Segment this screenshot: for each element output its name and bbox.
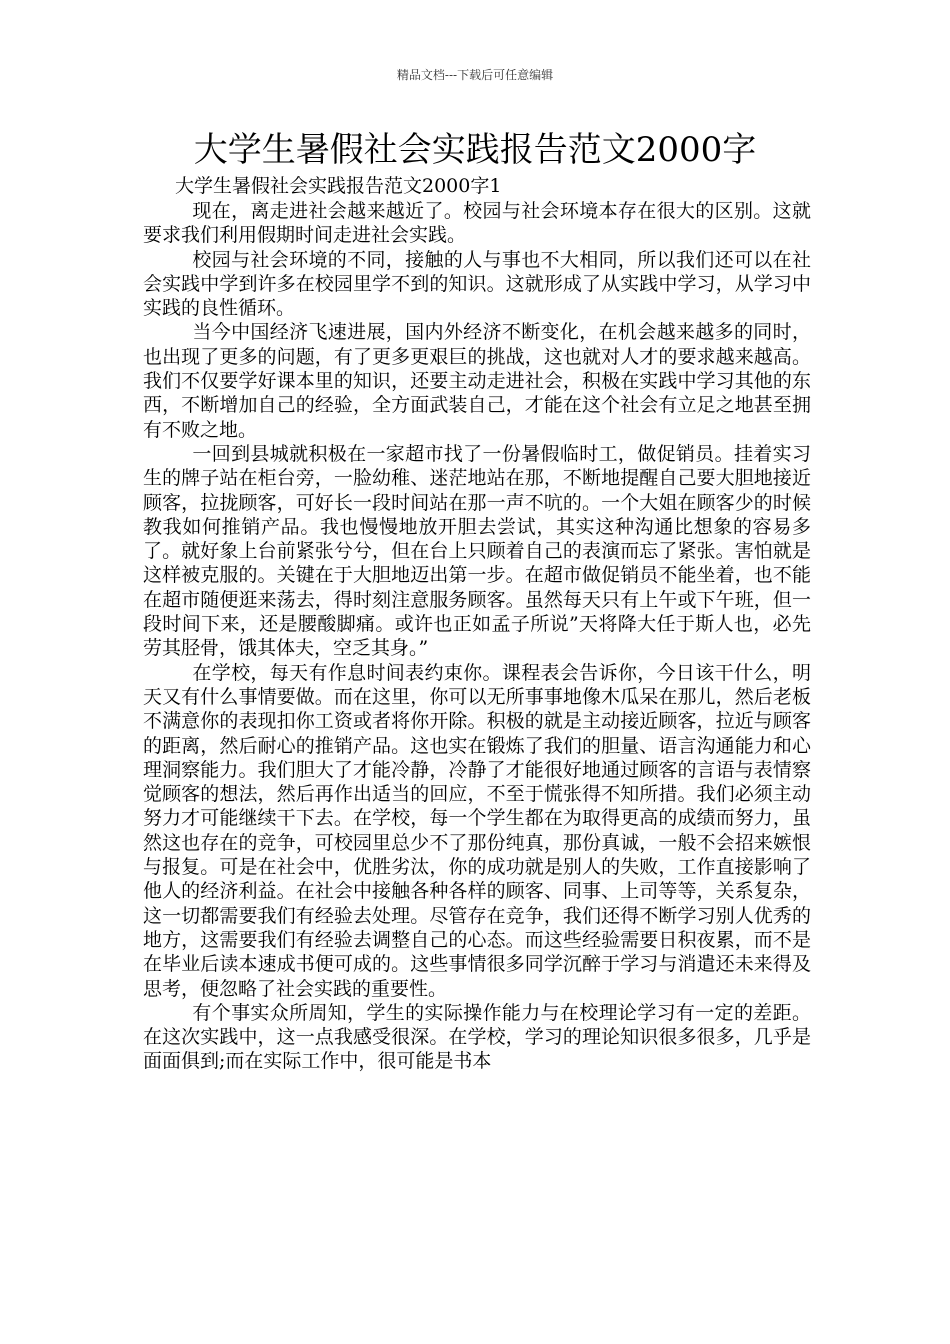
paragraph: 当今中国经济飞速进展，国内外经济不断变化，在机会越来越多的同时，也出现了更多的问题，有了更多更艰巨的挑战，这也就对人才的要求越来越高。我们不仅要学好课本里的知识，还要主动走进社会，积极在实践中学习其他的东西，不断增加自己的经验，全方面武装自己，才能在这个社会有立足之地甚至拥有不败之地。	[143, 321, 811, 441]
document-body	[143, 199, 811, 1074]
paragraph: 一回到县城就积极在一家超市找了一份暑假临时工，做促销员。挂着实习生的牌子站在柜台旁，一脸幼稚、迷茫地站在那，不断地提醒自己要大胆地接近顾客，拉拢顾客，可好长一段时间站在那一声不吭的。一个大姐在顾客少的时候教我如何推销产品。我也慢慢地放开胆去尝试，其实这种沟通比想象的容易多了。就好象上台前紧张兮兮，但在台上只顾着自己的表演而忘了紧张。害怕就是这样被克服的。关键在于大胆地迈出第一步。在超市做促销员不能坐着，也不能在超市随便逛来荡去，得时刻注意服务顾客。虽然每天只有上午或下午班，但一段时间下来，还是腰酸脚痛。或许也正如孟子所说”天将降大任于斯人也，必先劳其胫骨，饿其体夫，空乏其身。”	[143, 442, 811, 660]
paragraph: 校园与社会环境的不同，接触的人与事也不大相同，所以我们还可以在社会实践中学到许多在校园里学不到的知识。这就形成了从实践中学习，从学习中实践的良性循环。	[143, 248, 811, 320]
paragraph: 现在，离走进社会越来越近了。校园与社会环境本存在很大的区别。这就要求我们利用假期时间走进社会实践。	[143, 200, 811, 247]
document-subtitle: 大学生暑假社会实践报告范文2000字1	[175, 175, 502, 197]
paragraph: 在学校，每天有作息时间表约束你。课程表会告诉你，今日该干什么，明天又有什么事情要做。而在这里，你可以无所事事地像木瓜呆在那儿，然后老板不满意你的表现扣你工资或者将你开除。积极的就是主动接近顾客，拉近与顾客的距离，然后耐心的推销产品。这也实在锻炼了我们的胆量、语言沟通能力和心理洞察能力。我们胆大了才能冷静，冷静了才能很好地通过顾客的言语与表情察觉顾客的想法，然后再作出适当的回应，不至于慌张得不知所措。我们必须主动努力才可能继续干下去。在学校，每一个学生都在为取得更高的成绩而努力，虽然这也存在的竞争，可校园里总少不了那份纯真，那份真诚，一般不会招来嫉恨与报复。可是在社会中，优胜劣汰，你的成功就是别人的失败，工作直接影响了他人的经济利益。在社会中接触各种各样的顾客、同事、上司等等，关系复杂，这一切都需要我们有经验去处理。尽管存在竞争，我们还得不断学习别人优秀的地方，这需要我们有经验去调整自己的心态。而这些经验需要日积夜累，而不是在毕业后读本速成书便可成的。这些事情很多同学沉醉于学习与消遣还未来得及思考，便忽略了社会实践的重要性。	[143, 661, 811, 1000]
page-header: 精品文档---下载后可任意编辑	[396, 68, 554, 82]
paragraph: 有个事实众所周知，学生的实际操作能力与在校理论学习有一定的差距。在这次实践中，这一点我感受很深。在学校，学习的理论知识很多很多，几乎是面面俱到;而在实际工作中，很可能是书本	[143, 1001, 811, 1073]
document-title: 大学生暑假社会实践报告范文2000字	[193, 130, 757, 170]
